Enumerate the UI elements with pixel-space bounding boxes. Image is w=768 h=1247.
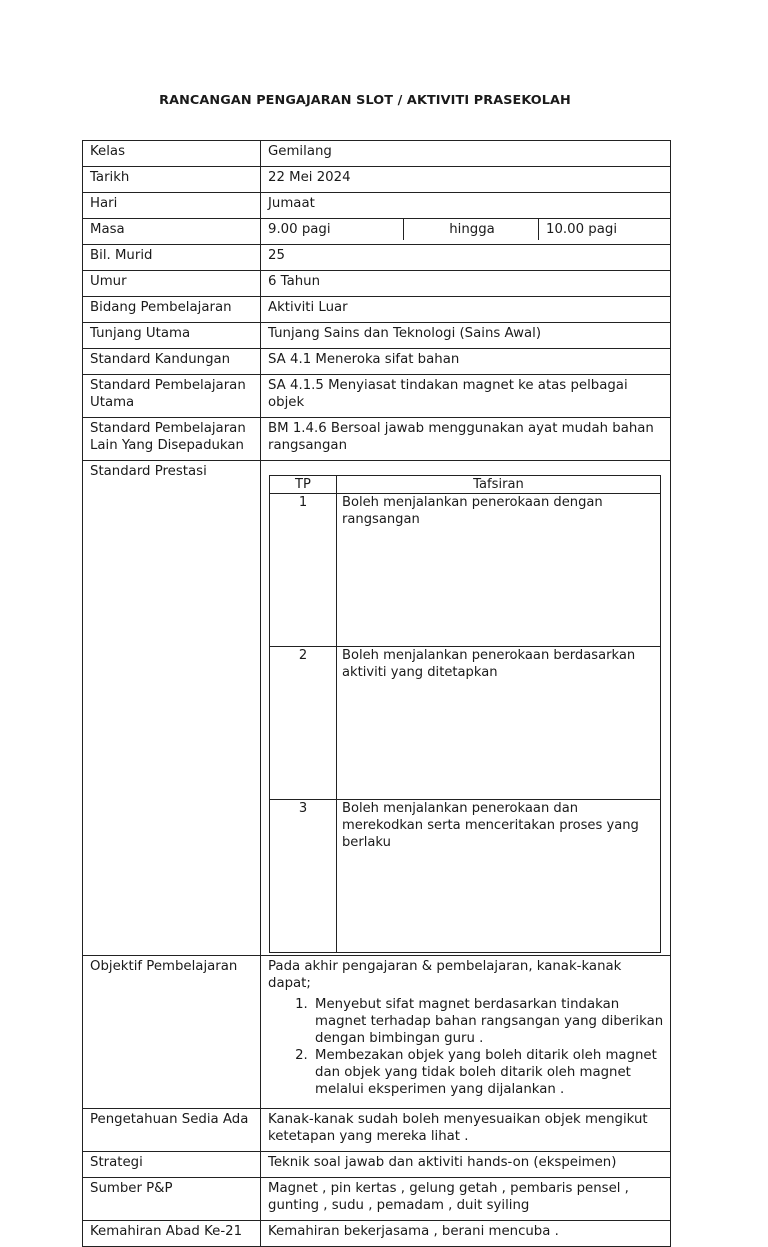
label-masa: Masa xyxy=(83,219,261,245)
row-objektif xyxy=(83,956,671,1109)
prestasi-table xyxy=(269,475,661,953)
prestasi-tp: 1 xyxy=(270,494,337,647)
label-pengetahuan: Pengetahuan Sedia Ada xyxy=(83,1109,261,1152)
row-kelas xyxy=(83,141,671,167)
masa-separator: hingga xyxy=(404,219,539,240)
value-standard-pembelajaran-lain: BM 1.4.6 Bersoal jawab menggunakan ayat mudah bahan rangsangan xyxy=(261,418,671,461)
masa-end: 10.00 pagi xyxy=(546,222,618,237)
prestasi-header-tafsiran: Tafsiran xyxy=(337,476,661,494)
label-standard-pembelajaran-utama: Standard Pembelajaran Utama xyxy=(83,375,261,418)
row-standard-kandungan xyxy=(83,349,671,375)
label-tunjang: Tunjang Utama xyxy=(83,323,261,349)
row-strategi xyxy=(83,1152,671,1178)
row-masa xyxy=(83,219,671,245)
value-tunjang: Tunjang Sains dan Teknologi (Sains Awal) xyxy=(261,323,671,349)
row-pengetahuan xyxy=(83,1109,671,1152)
label-kemahiran: Kemahiran Abad Ke-21 xyxy=(83,1221,261,1247)
value-hari: Jumaat xyxy=(261,193,671,219)
label-sumber: Sumber P&P xyxy=(83,1178,261,1221)
value-strategi: Teknik soal jawab dan aktiviti hands-on (ekspeimen) xyxy=(261,1152,671,1178)
masa-start: 9.00 pagi xyxy=(261,219,404,240)
row-bil-murid xyxy=(83,245,671,271)
objektif-item: 2. Membezakan objek yang boleh ditarik oleh magnet dan objek yang tidak boleh ditarik oleh magnet melalui eksperimen yang dijalankan . xyxy=(312,1047,665,1098)
prestasi-header-tp: TP xyxy=(270,476,337,494)
prestasi-row xyxy=(270,647,661,800)
label-standard-kandungan: Standard Kandungan xyxy=(83,349,261,375)
value-tarikh: 22 Mei 2024 xyxy=(261,167,671,193)
value-objektif xyxy=(261,956,671,1109)
label-umur: Umur xyxy=(83,271,261,297)
row-standard-prestasi xyxy=(83,461,671,956)
row-hari xyxy=(83,193,671,219)
row-kemahiran xyxy=(83,1221,671,1247)
value-bidang: Aktiviti Luar xyxy=(261,297,671,323)
prestasi-tafsiran: Boleh menjalankan penerokaan berdasarkan aktiviti yang ditetapkan xyxy=(337,647,661,800)
row-standard-pembelajaran-utama xyxy=(83,375,671,418)
label-strategi: Strategi xyxy=(83,1152,261,1178)
objektif-list xyxy=(268,996,665,1098)
label-bidang: Bidang Pembelajaran xyxy=(83,297,261,323)
row-sumber xyxy=(83,1178,671,1221)
row-standard-pembelajaran-lain xyxy=(83,418,671,461)
label-bil-murid: Bil. Murid xyxy=(83,245,261,271)
prestasi-row xyxy=(270,800,661,953)
value-bil-murid: 25 xyxy=(261,245,671,271)
prestasi-tp: 3 xyxy=(270,800,337,953)
value-standard-kandungan: SA 4.1 Meneroka sifat bahan xyxy=(261,349,671,375)
document-title: RANCANGAN PENGAJARAN SLOT / AKTIVITI PRASEKOLAH xyxy=(159,93,571,108)
row-umur xyxy=(83,271,671,297)
label-standard-prestasi: Standard Prestasi xyxy=(83,461,261,956)
prestasi-row xyxy=(270,494,661,647)
objektif-intro: Pada akhir pengajaran & pembelajaran, kanak-kanak dapat; xyxy=(268,959,622,991)
prestasi-tp: 2 xyxy=(270,647,337,800)
value-pengetahuan: Kanak-kanak sudah boleh menyesuaikan objek mengikut ketetapan yang mereka lihat . xyxy=(261,1109,671,1152)
value-standard-prestasi xyxy=(261,461,671,956)
prestasi-tafsiran: Boleh menjalankan penerokaan dan merekodkan serta menceritakan proses yang berlaku xyxy=(337,800,661,953)
value-kelas: Gemilang xyxy=(261,141,671,167)
label-tarikh: Tarikh xyxy=(83,167,261,193)
lesson-plan-table xyxy=(82,140,671,1247)
row-bidang xyxy=(83,297,671,323)
row-tarikh xyxy=(83,167,671,193)
value-masa xyxy=(261,219,671,245)
objektif-item: 1. Menyebut sifat magnet berdasarkan tindakan magnet terhadap bahan rangsangan yang diberikan dengan bimbingan guru . xyxy=(312,996,665,1047)
value-standard-pembelajaran-utama: SA 4.1.5 Menyiasat tindakan magnet ke atas pelbagai objek xyxy=(261,375,671,418)
value-umur: 6 Tahun xyxy=(261,271,671,297)
label-kelas: Kelas xyxy=(83,141,261,167)
label-hari: Hari xyxy=(83,193,261,219)
value-sumber: Magnet , pin kertas , gelung getah , pembaris pensel , gunting , sudu , pemadam , duit syiling xyxy=(261,1178,671,1221)
label-objektif: Objektif Pembelajaran xyxy=(83,956,261,1109)
prestasi-tafsiran: Boleh menjalankan penerokaan dengan rangsangan xyxy=(337,494,661,647)
label-standard-pembelajaran-lain: Standard Pembelajaran Lain Yang Disepadukan xyxy=(83,418,261,461)
value-kemahiran: Kemahiran bekerjasama , berani mencuba . xyxy=(261,1221,671,1247)
row-tunjang xyxy=(83,323,671,349)
prestasi-header-row xyxy=(270,476,661,494)
